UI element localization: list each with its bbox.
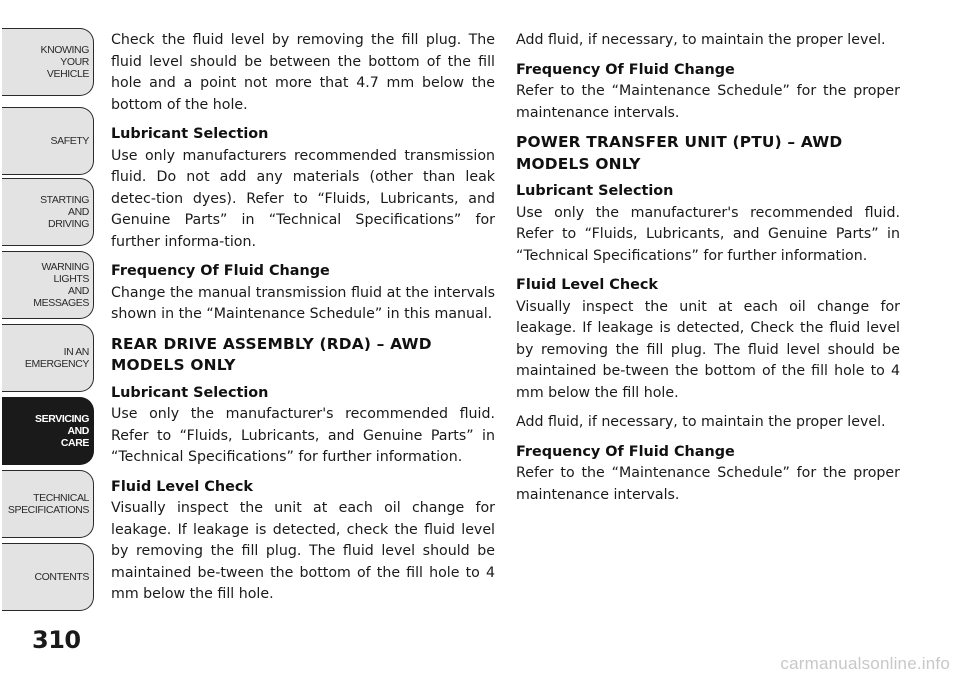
paragraph: Visually inspect the unit at each oil change for leakage. If leakage is detected, Check the fluid level by removing the fill plug. The fluid level should be maintained be-tween the bottom of the fill hole to 4 mm below the fill hole. bbox=[516, 298, 900, 401]
paragraph: Use only the manufacturer's recommended fluid. Refer to “Fluids, Lubricants, and Genuine Parts” in “Technical Specifications” for further information. bbox=[111, 406, 495, 465]
tab-technical-specifications[interactable] bbox=[2, 470, 94, 538]
paragraph: Refer to the “Maintenance Schedule” for the proper maintenance intervals. bbox=[516, 83, 900, 121]
section-heading: Frequency Of Fluid Change bbox=[516, 443, 735, 460]
paragraph: Add fluid, if necessary, to maintain the proper level. bbox=[516, 414, 886, 430]
watermark: carmanualsonline.info bbox=[780, 654, 950, 673]
paragraph: Refer to the “Maintenance Schedule” for the proper maintenance intervals. bbox=[516, 465, 900, 503]
section-heading: Frequency Of Fluid Change bbox=[516, 61, 735, 78]
tab-starting-and-driving[interactable] bbox=[2, 178, 94, 246]
tab-label: WARNING LIGHTS AND MESSAGES bbox=[33, 261, 89, 309]
right-column bbox=[516, 30, 900, 514]
left-column bbox=[111, 30, 495, 614]
paragraph: Use only manufacturers recommended transmission fluid. Do not add any materials (other than leak detec-tion dyes). Refer to “Fluids, Lubricants, and Genuine Parts” in “Technical Specifications” for further informa-tion. bbox=[111, 147, 495, 250]
paragraph: Change the manual transmission fluid at the intervals shown in the “Maintenance Schedule” in this manual. bbox=[111, 284, 495, 322]
section-heading: Fluid Level Check bbox=[516, 277, 658, 293]
tab-label: CONTENTS bbox=[34, 571, 89, 583]
tab-label: IN AN EMERGENCY bbox=[24, 346, 89, 370]
main-heading: POWER TRANSFER UNIT (PTU) – AWD MODELS ONLY bbox=[516, 133, 843, 173]
section-heading: Lubricant Selection bbox=[111, 384, 269, 401]
tab-label: SAFETY bbox=[50, 135, 89, 147]
section-heading: Lubricant Selection bbox=[516, 183, 674, 199]
tab-servicing-and-care[interactable] bbox=[2, 397, 94, 465]
page-number: 310 bbox=[32, 626, 81, 654]
tab-label: STARTING AND DRIVING bbox=[40, 194, 89, 230]
tab-label: KNOWING YOUR VEHICLE bbox=[40, 44, 89, 80]
paragraph: Visually inspect the unit at each oil change for leakage. If leakage is detected, check the fluid level by removing the fill plug. The fluid level should be maintained be-tween the bottom of the fill hole to 4 mm below the fill hole. bbox=[111, 500, 495, 602]
paragraph: Check the fluid level by removing the fill plug. The fluid level should be between the bottom of the fill hole and a point not more that 4.7 mm below the bottom of the hole. bbox=[111, 32, 495, 113]
section-heading: Lubricant Selection bbox=[111, 126, 269, 142]
tab-label: TECHNICAL SPECIFICATIONS bbox=[7, 492, 89, 516]
tab-in-an-emergency[interactable] bbox=[2, 324, 94, 392]
tab-warning-lights[interactable] bbox=[2, 251, 94, 319]
tab-safety[interactable] bbox=[2, 107, 94, 175]
tab-label: SERVICING AND CARE bbox=[35, 413, 89, 449]
paragraph: Add fluid, if necessary, to maintain the proper level. bbox=[516, 32, 886, 48]
chapter-tabs bbox=[0, 0, 98, 620]
section-heading: Fluid Level Check bbox=[111, 478, 253, 495]
tab-knowing-your-vehicle[interactable] bbox=[2, 28, 94, 96]
section-heading: Frequency Of Fluid Change bbox=[111, 263, 330, 279]
paragraph: Use only the manufacturer's recommended fluid. Refer to “Fluids, Lubricants, and Genuine Parts” in “Technical Specifications” for further information. bbox=[516, 204, 900, 264]
main-heading: REAR DRIVE ASSEMBLY (RDA) – AWD MODELS ONLY bbox=[111, 334, 432, 374]
tab-contents[interactable] bbox=[2, 543, 94, 611]
